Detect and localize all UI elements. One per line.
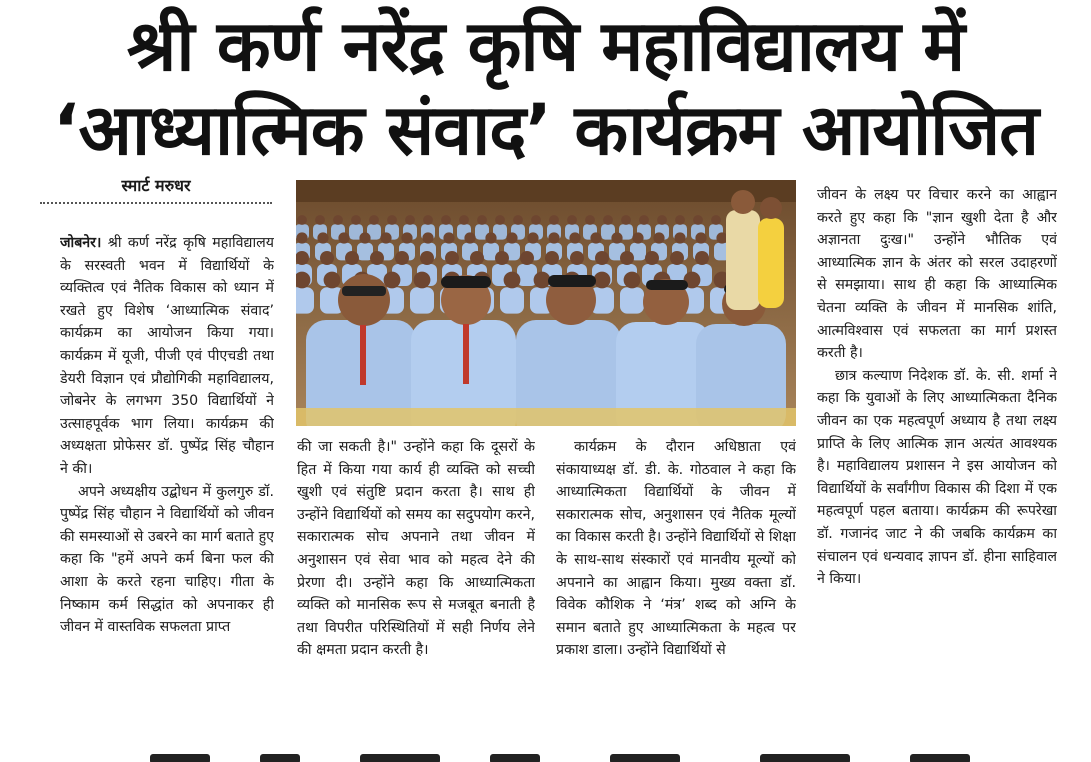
article-paragraph: की जा सकती है।" उन्होंने कहा कि दूसरों के हित में किया गया कार्य ही व्यक्ति को सच्ची खुशी एवं संतुष्टि प्रदान करता है। साथ ही उन्होंने विद्यार्थियों को समय का सदुपयोग करने, सकारात्मक सोच अपनाने तथा जीवन में अनुशासन एवं सेवा भाव को महत्व देने की प्रेरणा दी। उन्होंने कहा कि आध्यात्मिकता व्यक्ति को मानसिक रूप से मजबूत बनाती है तथा विपरीत परिस्थितियों में सही निर्णय लेने की क्षमता प्रदान करती है। xyxy=(297,439,535,659)
next-headline-fragment xyxy=(0,752,1091,762)
article-paragraph xyxy=(60,232,274,481)
article-paragraph: जीवन के लक्ष्य पर विचार करने का आह्वान करते हुए कहा कि "ज्ञान खुशी देता है और अज्ञानता दुःख।" उन्होंने भौतिक एवं आध्यात्मिक ज्ञान के अंतर को सरल उदाहरणों से समझाया। साथ ही कहा कि आध्यात्मिक चेतना व्यक्ति के जीवन में मानसिक शांति, आत्मविश्वास एवं सफलता का मार्ग प्रशस्त करती है। xyxy=(817,187,1057,362)
article-column-2 xyxy=(297,436,535,748)
article-paragraph: कार्यक्रम के दौरान अधिष्ठाता एवं संकायाध्यक्ष डॉ. डी. के. गोठवाल ने कहा कि आध्यात्मिकता विद्यार्थियों के जीवन में सकारात्मक सोच, अनुशासन एवं नैतिक मूल्यों का विकास करती है। उन्होंने विद्यार्थियों से शिक्षा के साथ-साथ संस्कारों एवं मानवीय मूल्यों को अपनाने का आह्वान किया। मुख्य वक्ता डॉ. विवेक कौशिक ने ‘मंत्र’ शब्द को अग्नि के समान बताते हुए आध्यात्मिकता के महत्व पर प्रकाश डाला। उन्होंने विद्यार्थियों से xyxy=(556,439,796,659)
byline: स्मार्ट मरुधर xyxy=(40,176,272,204)
headline-line-2: ‘आध्यात्मिक संवाद’ कार्यक्रम आयोजित xyxy=(52,89,1039,171)
dateline: जोबनेर। xyxy=(60,235,102,251)
article-column-1 xyxy=(60,232,274,748)
headline-line-1: श्री कर्ण नरेंद्र कृषि महाविद्यालय में xyxy=(126,5,965,87)
article-paragraph: अपने अध्यक्षीय उद्बोधन में कुलगुरु डॉ. पुष्पेंद्र सिंह चौहान ने विद्यार्थियों को जीवन की समस्याओं से उबरने का मार्ग बताते हुए कहा कि "हमें अपने कर्म बिना फल की आशा के करते रहना चाहिए। गीता के निष्काम कर्म सिद्धांत को अपनाकर ही जीवन में वास्तविक सफलता प्राप्त xyxy=(60,483,274,636)
article-paragraph: छात्र कल्याण निदेशक डॉ. के. सी. शर्मा ने कहा कि युवाओं के लिए आध्यात्मिकता दैनिक जीवन का एक महत्वपूर्ण अध्याय है तथा लक्ष्य प्राप्ति के लिए आत्मिक ज्ञान अत्यंत आवश्यक है। महाविद्यालय प्रशासन ने इस आयोजन को विद्यार्थियों के सर्वांगीण विकास की दिशा में एक महत्वपूर्ण पहल बताया। कार्यक्रम की रूपरेखा डॉ. गजानंद जाट ने की जबकि कार्यक्रम का संचालन एवं धन्यवाद ज्ञापन डॉ. हीना साहिवाल ने किया। xyxy=(817,367,1057,588)
event-photo xyxy=(296,180,796,426)
article-column-4 xyxy=(817,184,1057,748)
paragraph-text: श्री कर्ण नरेंद्र कृषि महाविद्यालय के सरस्वती भवन में विद्यार्थियों के व्यक्तित्व एवं नैतिक विकास को ध्यान में रखते हुए विशेष ‘आध्यात्मिक संवाद’ कार्यक्रम का आयोजन किया गया। कार्यक्रम में यूजी, पीजी एवं पीएचडी तथा डेयरी विज्ञान एवं प्रौद्योगिकी महाविद्यालय, जोबनेर के लगभग 350 विद्यार्थियों ने उत्साहपूर्वक भाग लिया। कार्यक्रम की अध्यक्षता प्रोफेसर डॉ. पुष्पेंद्र सिंह चौहान ने की। xyxy=(60,235,274,477)
students-in-hall-image xyxy=(296,180,796,426)
article-column-3 xyxy=(556,436,796,748)
chair-row xyxy=(296,408,796,426)
